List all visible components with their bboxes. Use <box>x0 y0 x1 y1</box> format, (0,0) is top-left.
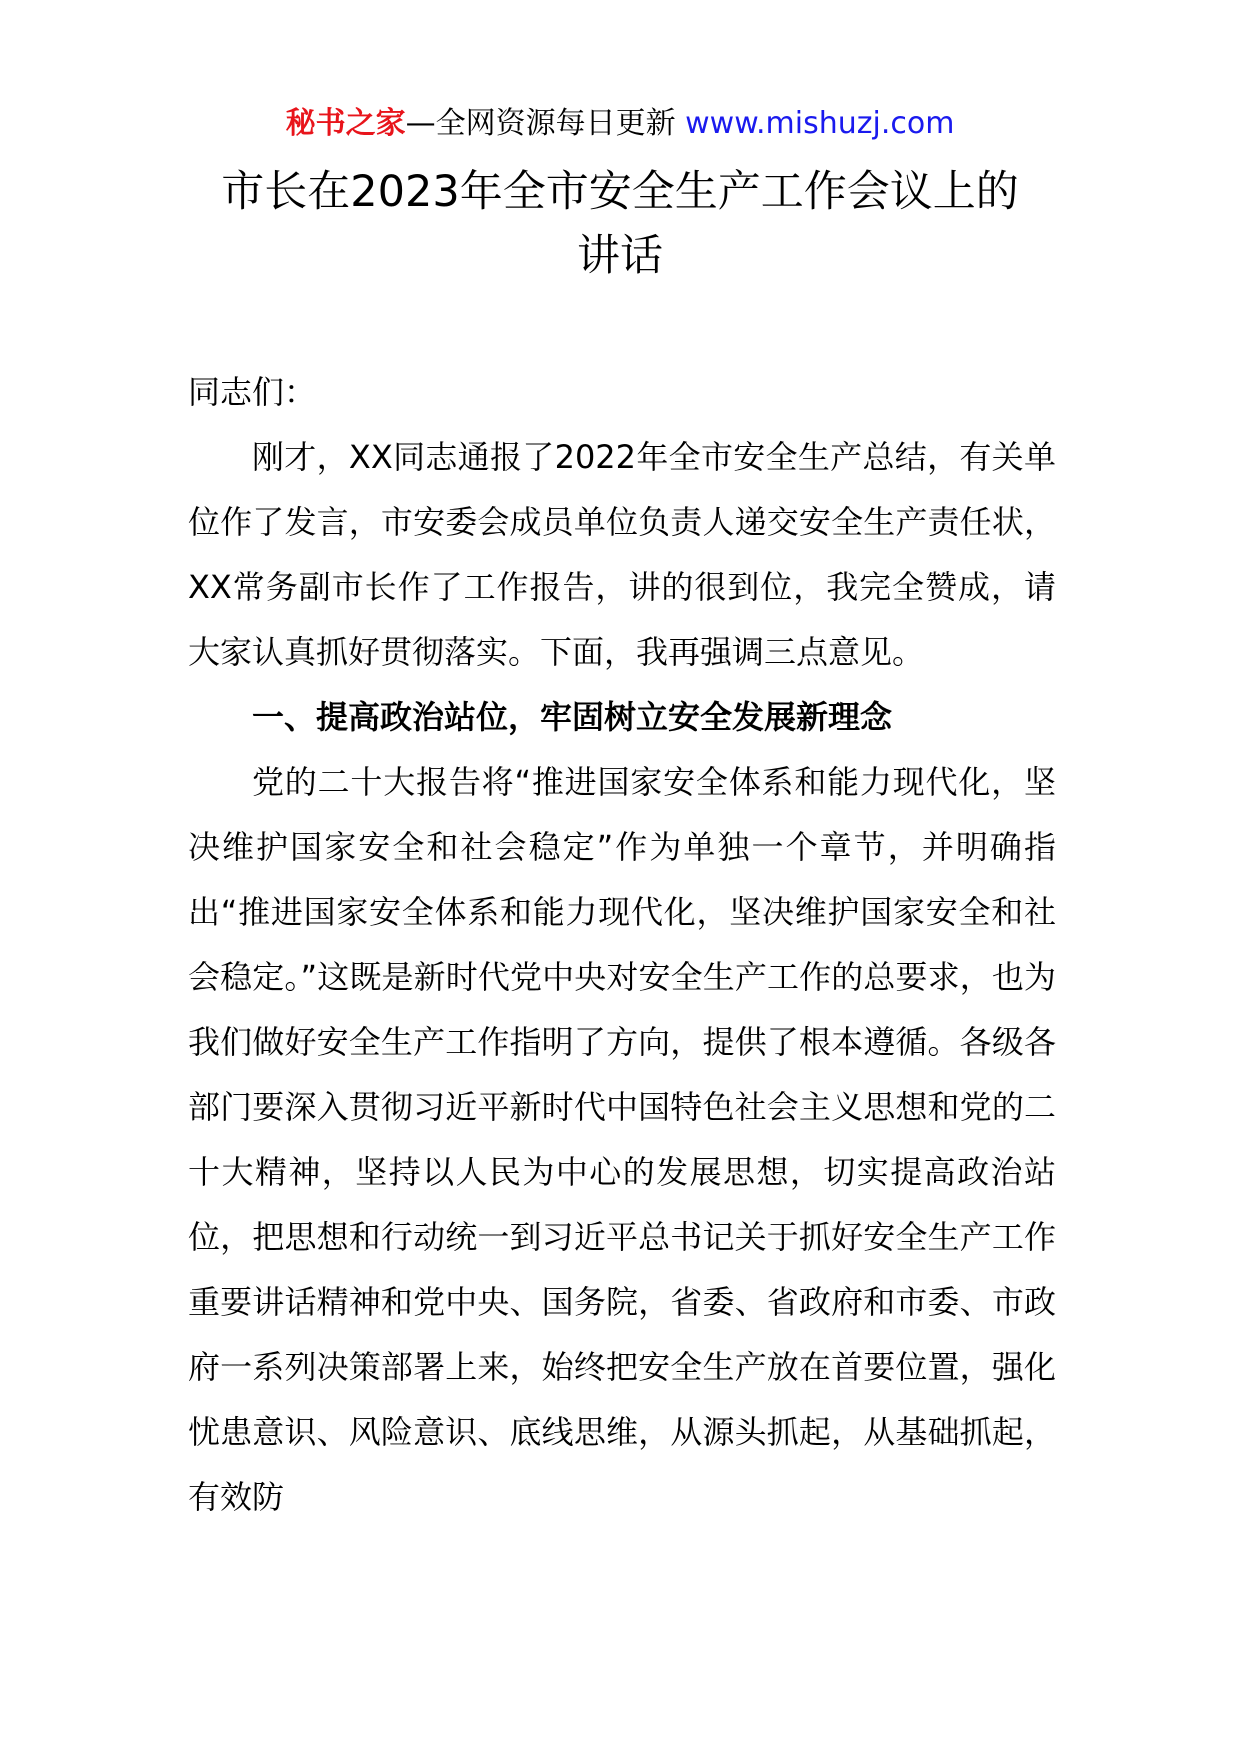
document-body <box>188 360 1056 1530</box>
document-title-line1: 市长在2023年全市安全生产工作会议上的 <box>221 167 1019 217</box>
site-slogan: —全网资源每日更新 <box>405 106 676 141</box>
site-banner <box>0 102 1240 146</box>
site-brand: 秘书之家 <box>285 106 406 141</box>
salutation: 同志们： <box>188 373 317 411</box>
document-title <box>0 160 1240 288</box>
document-title-line2: 讲话 <box>577 231 663 281</box>
paragraph-section-1: 党的二十大报告将“推进国家安全体系和能力现代化，坚决维护国家安全和社会稳定”作为单独一个章节，并明确指出“推进国家安全体系和能力现代化，坚决维护国家安全和社会稳定。”这既是新时代党中央对安全生产工作的总要求，也为我们做好安全生产工作指明了方向，提供了根本遵循。各级各部门要深入贯彻习近平新时代中国特色社会主义思想和党的二十大精神，坚持以人民为中心的发展思想，切实提高政治站位，把思想和行动统一到习近平总书记关于抓好安全生产工作重要讲话精神和党中央、国务院，省委、省政府和市委、市政府一系列决策部署上来，始终把安全生产放在首要位置，强化忧患意识、风险意识、底线思维，从源头抓起，从基础抓起，有效防 <box>188 763 1056 1516</box>
site-url-link[interactable]: www.mishuzj.com <box>685 106 955 141</box>
section-heading-1: 一、提高政治站位，牢固树立安全发展新理念 <box>252 698 893 736</box>
paragraph-intro: 刚才，XX同志通报了2022年全市安全生产总结，有关单位作了发言，市安委会成员单位负责人递交安全生产责任状，XX常务副市长作了工作报告，讲的很到位，我完全赞成，请大家认真抓好贯彻落实。下面，我再强调三点意见。 <box>188 438 1056 671</box>
